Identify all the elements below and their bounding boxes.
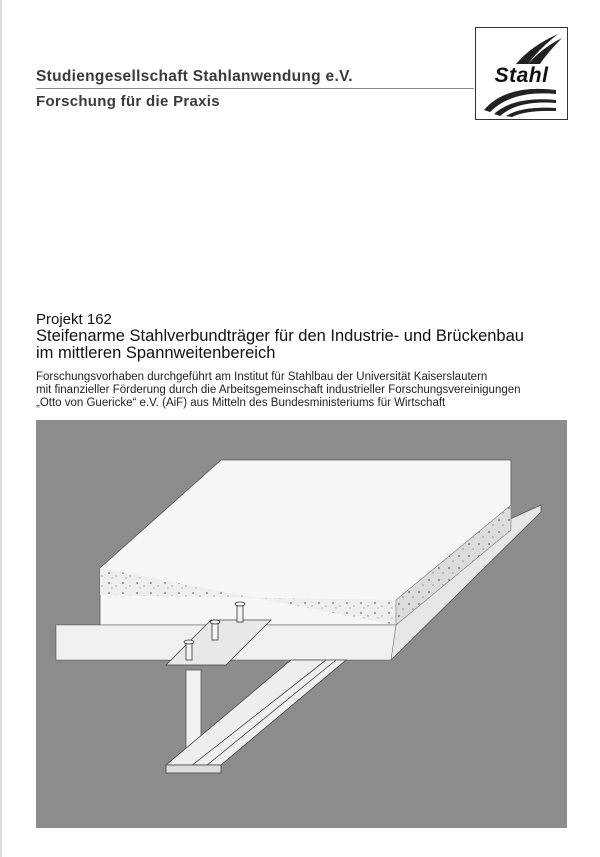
- description-line-3: „Otto von Guericke“ e.V. (AiF) aus Mitteln des Bundesministeriums für Wirtschaft: [36, 397, 446, 409]
- project-number: Projekt 162: [36, 311, 112, 328]
- project-title-line-1: Steifenarme Stahlverbundträger für den Industrie- und Brückenbau: [36, 327, 524, 345]
- logo-wordmark: Stahl: [494, 64, 549, 87]
- stahl-logo: [475, 27, 568, 120]
- project-title-line-2: im mittleren Spannweitenbereich: [36, 344, 276, 362]
- description-line-1: Forschungsvorhaben durchgeführt am Institut für Stahlbau der Universität Kaiserslautern: [36, 371, 488, 383]
- header-rule: [36, 88, 474, 89]
- description-line-2: mit finanzieller Förderung durch die Arbeitsgemeinschaft industrieller Forschungsvereinigungen: [36, 384, 521, 396]
- organization-name: Studiengesellschaft Stahlanwendung e.V.: [36, 68, 353, 85]
- tagline: Forschung für die Praxis: [36, 93, 220, 110]
- bottom-flange-end: [166, 765, 221, 773]
- composite-beam-illustration: [36, 420, 567, 828]
- page-edge: [0, 0, 2, 857]
